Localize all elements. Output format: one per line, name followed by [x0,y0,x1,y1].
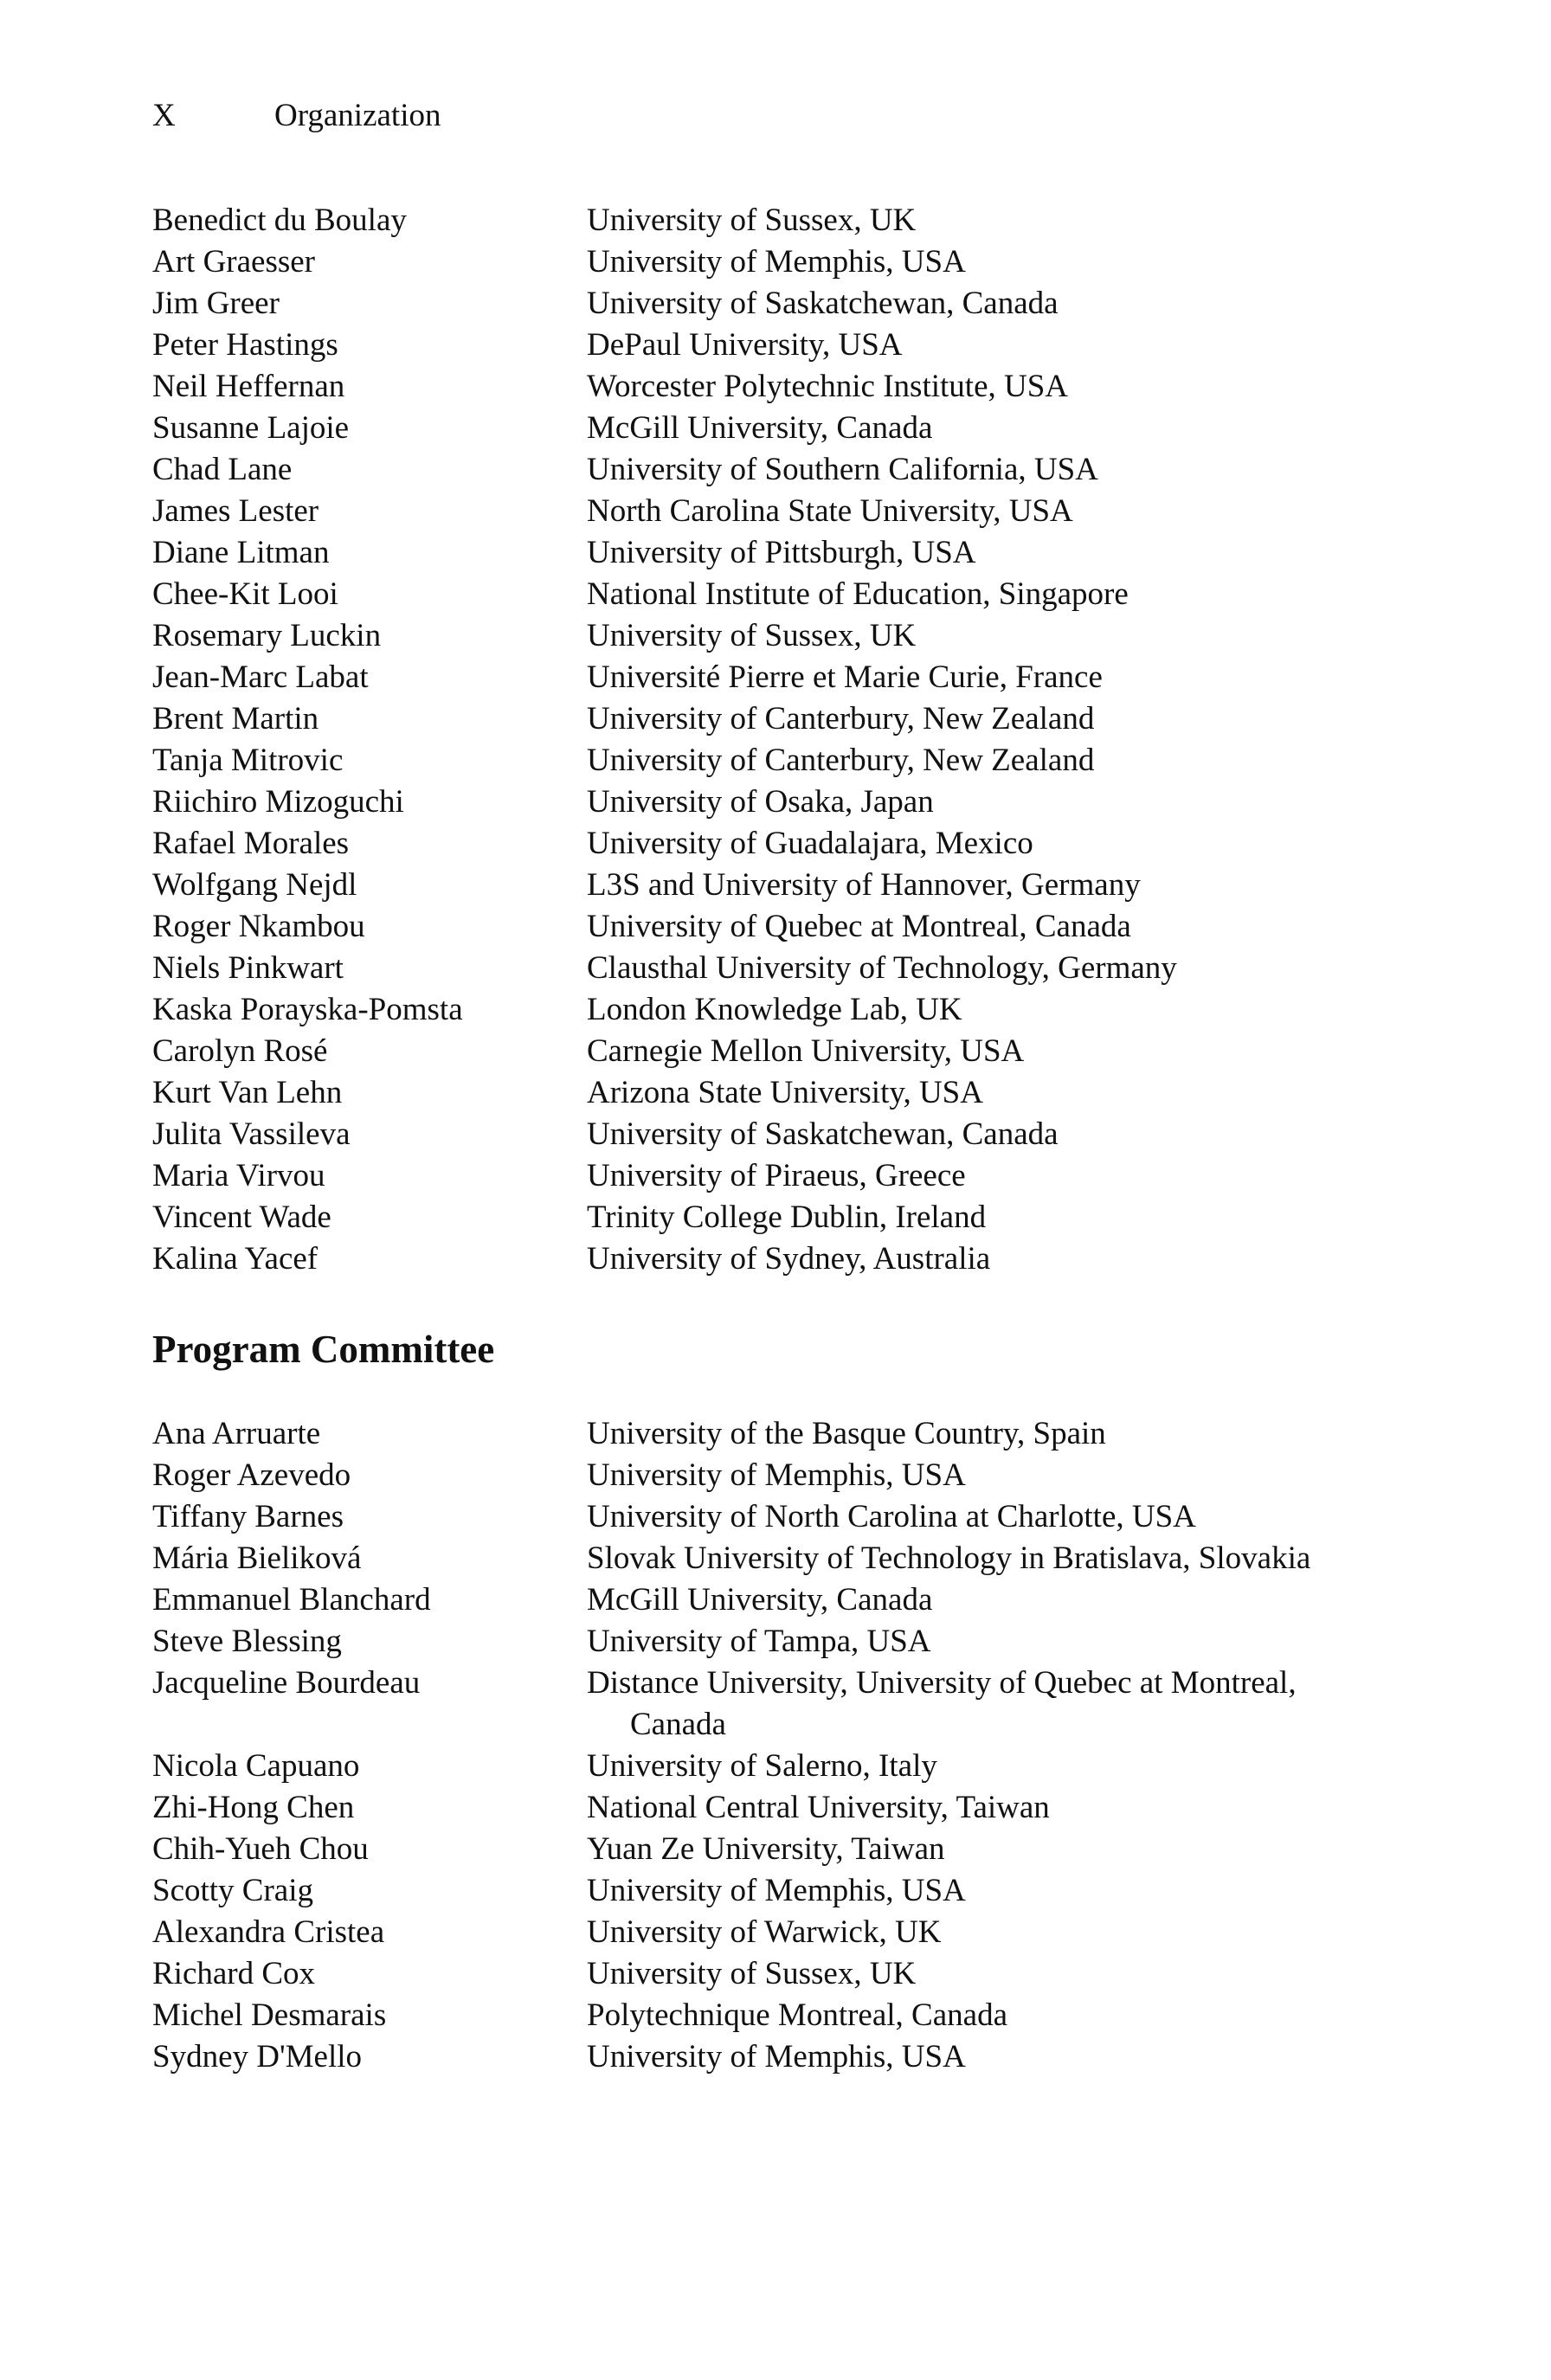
member-affiliation: University of Southern California, USA [587,452,1098,487]
member-name: Diane Litman [152,535,330,570]
member-affiliation: University of Pittsburgh, USA [587,535,976,570]
member-affiliation: Yuan Ze University, Taiwan [587,1831,945,1867]
member-affiliation: University of Sussex, UK [587,618,917,653]
member-name: Mária Bieliková [152,1541,362,1576]
member-name: Roger Nkambou [152,909,365,944]
member-row [152,1912,1399,1953]
member-name: Emmanuel Blanchard [152,1582,431,1618]
member-name: Carolyn Rosé [152,1033,328,1069]
member-row [152,1621,1399,1663]
member-list [152,200,1399,1280]
member-name: Tiffany Barnes [152,1499,344,1534]
member-name: Alexandra Cristea [152,1914,385,1950]
program-committee-section [152,1322,1399,2078]
member-affiliation: University of Sussex, UK [587,1956,917,1991]
member-affiliation: University of Sydney, Australia [587,1241,991,1277]
member-row [152,906,1399,948]
member-name: Jacqueline Bourdeau [152,1665,421,1701]
member-affiliation: Université Pierre et Marie Curie, France [587,659,1103,695]
member-row [152,948,1399,989]
member-affiliation: University of Guadalajara, Mexico [587,826,1033,861]
member-name: Susanne Lajoie [152,410,350,446]
member-affiliation: L3S and University of Hannover, Germany [587,867,1141,903]
member-name: Jim Greer [152,286,280,321]
member-name: Benedict du Boulay [152,203,407,238]
member-row [152,1197,1399,1238]
member-row [152,283,1399,325]
member-affiliation: Polytechnique Montreal, Canada [587,1997,1008,2033]
member-row [152,1114,1399,1155]
member-name: Wolfgang Nejdl [152,867,357,903]
member-name: Roger Azevedo [152,1457,351,1493]
member-affiliation: National Central University, Taiwan [587,1790,1050,1825]
member-affiliation: University of Memphis, USA [587,1457,966,1493]
member-name: Niels Pinkwart [152,950,344,986]
member-name: Michel Desmarais [152,1997,387,2033]
member-row [152,865,1399,906]
member-row [152,241,1399,283]
member-row [152,1579,1399,1621]
member-row [152,491,1399,532]
member-row [152,1455,1399,1496]
member-row [152,2036,1399,2078]
member-row [152,532,1399,574]
member-row [152,740,1399,782]
member-row [152,366,1399,408]
member-name: Peter Hastings [152,327,338,363]
advisory-list-section [152,200,1399,1280]
member-affiliation: University of Memphis, USA [587,244,966,280]
member-row [152,1031,1399,1072]
member-row [152,1155,1399,1197]
member-row [152,1072,1399,1114]
member-name: Zhi-Hong Chen [152,1790,355,1825]
member-row [152,574,1399,615]
member-affiliation: Clausthal University of Technology, Germany [587,950,1177,986]
member-row [152,1870,1399,1912]
member-name: Rosemary Luckin [152,618,382,653]
member-row [152,989,1399,1031]
member-affiliation: University of Warwick, UK [587,1914,942,1950]
member-name: Kurt Van Lehn [152,1075,343,1110]
member-name: Riichiro Mizoguchi [152,784,404,820]
member-name: Ana Arruarte [152,1416,321,1451]
member-row [152,408,1399,449]
member-list [152,1413,1399,2078]
member-name: Jean-Marc Labat [152,659,369,695]
member-affiliation: Slovak University of Technology in Bratislava, Slovakia [587,1541,1311,1576]
member-affiliation: University of Saskatchewan, Canada [587,286,1059,321]
member-affiliation: University of Canterbury, New Zealand [587,743,1095,778]
member-row [152,782,1399,823]
member-affiliation: University of Quebec at Montreal, Canada [587,909,1131,944]
member-affiliation: London Knowledge Lab, UK [587,992,962,1027]
member-affiliation: University of Osaka, Japan [587,784,934,820]
member-name: Rafael Morales [152,826,350,861]
member-name: Sydney D'Mello [152,2039,363,2074]
member-row [152,1663,1399,1746]
member-affiliation: University of the Basque Country, Spain [587,1416,1106,1451]
member-name: Vincent Wade [152,1200,331,1235]
member-name: Chee-Kit Looi [152,576,338,612]
member-name: Kaska Porayska-Pomsta [152,992,463,1027]
member-row [152,1829,1399,1870]
member-name: Julita Vassileva [152,1116,351,1152]
member-name: Neil Heffernan [152,369,345,404]
member-affiliation: University of Canterbury, New Zealand [587,701,1095,737]
member-name: James Lester [152,493,319,529]
member-row [152,1953,1399,1995]
member-affiliation: Carnegie Mellon University, USA [587,1033,1025,1069]
member-affiliation: University of Piraeus, Greece [587,1158,966,1193]
member-name: Kalina Yacef [152,1241,319,1277]
member-name: Tanja Mitrovic [152,743,344,778]
member-name: Maria Virvou [152,1158,325,1193]
member-affiliation: North Carolina State University, USA [587,493,1073,529]
member-row [152,325,1399,366]
member-row [152,657,1399,698]
member-affiliation: Arizona State University, USA [587,1075,983,1110]
member-affiliation: University of Sussex, UK [587,203,917,238]
member-name: Steve Blessing [152,1624,342,1659]
member-affiliation: University of Memphis, USA [587,1873,966,1908]
member-name: Chad Lane [152,452,293,487]
member-name: Brent Martin [152,701,319,737]
member-row [152,1995,1399,2036]
running-title: Organization [274,98,441,133]
member-row [152,698,1399,740]
member-affiliation: University of Tampa, USA [587,1624,931,1659]
member-affiliation: Worcester Polytechnic Institute, USA [587,369,1069,404]
member-row [152,615,1399,657]
member-affiliation: University of Memphis, USA [587,2039,966,2074]
member-affiliation: DePaul University, USA [587,327,903,363]
member-affiliation: McGill University, Canada [587,1582,933,1618]
member-affiliation: National Institute of Education, Singapore [587,576,1129,612]
member-affiliation: University of North Carolina at Charlotte, USA [587,1499,1196,1534]
member-affiliation: University of Saskatchewan, Canada [587,1116,1059,1152]
member-name: Nicola Capuano [152,1748,360,1784]
running-head [152,95,441,137]
member-row [152,1238,1399,1280]
member-row [152,200,1399,241]
member-row [152,1496,1399,1538]
member-affiliation: Distance University, University of Quebec at Montreal, Canada [587,1665,1297,1742]
member-row [152,823,1399,865]
member-row [152,449,1399,491]
member-name: Richard Cox [152,1956,316,1991]
page-number: X [152,98,176,133]
member-row [152,1787,1399,1829]
member-name: Art Graesser [152,244,315,280]
member-name: Scotty Craig [152,1873,314,1908]
section-heading: Program Committee [152,1328,495,1371]
member-name: Chih-Yueh Chou [152,1831,369,1867]
member-affiliation: University of Salerno, Italy [587,1748,937,1784]
member-affiliation: McGill University, Canada [587,410,933,446]
member-row [152,1413,1399,1455]
member-row [152,1538,1399,1579]
member-row [152,1746,1399,1787]
member-affiliation: Trinity College Dublin, Ireland [587,1200,987,1235]
